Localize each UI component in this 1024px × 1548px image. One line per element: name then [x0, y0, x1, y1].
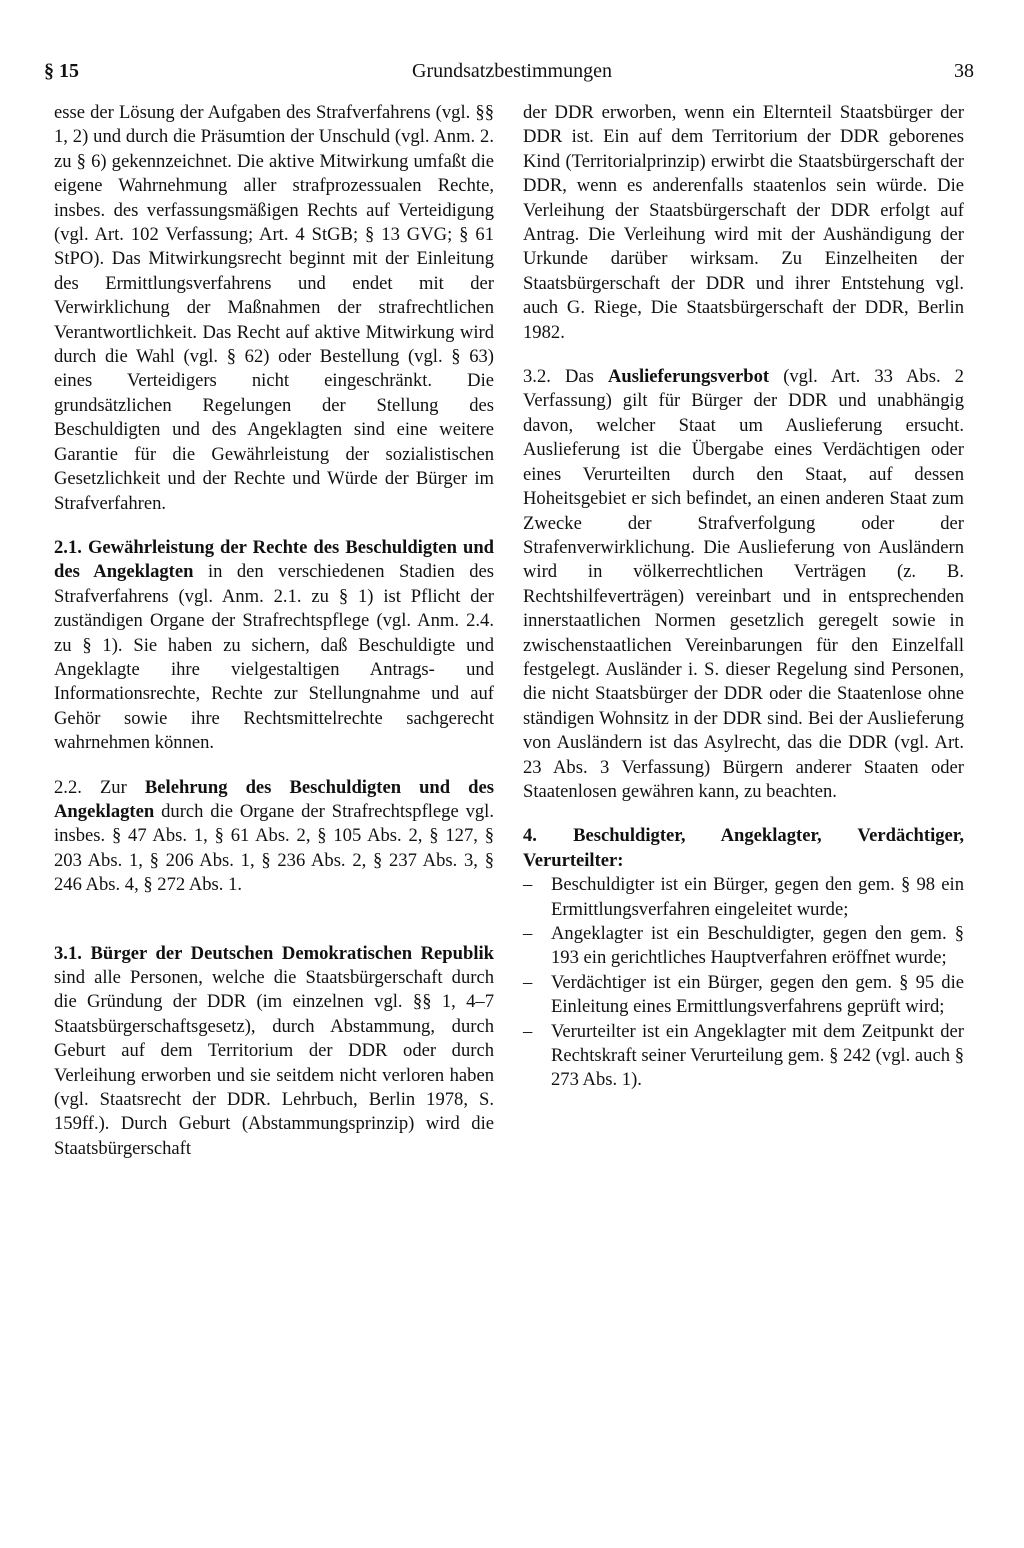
section-2-2-text: durch die Organe der Strafrechtspflege vgl. insbes. § 47 Abs. 1, § 61 Abs. 2, § 105 Abs. 2, § 127, § 203 Abs. 1, § 206 Abs. 1, § 236 Abs. 2, § 237 Abs. 3, § 246 Abs. 4, § 272 Abs. 1.	[54, 800, 494, 896]
list-item: – Angeklagter ist ein Beschuldigter, gegen den gem. § 193 ein gerichtliches Hauptverfahren eröffnet wurde;	[523, 922, 964, 971]
section-3-2-number: 3.2.	[523, 366, 551, 388]
section-3-2-lead: Das	[564, 366, 594, 388]
left-column	[54, 101, 494, 1161]
section-3-1-heading: Bürger der Deutschen Demokratischen Republik	[90, 942, 495, 964]
list-item: – Beschuldigter ist ein Bürger, gegen den gem. § 98 ein Ermittlungsverfahren eingeleitet wurde;	[523, 873, 964, 922]
section-2-1-heading: Gewährleistung der Rechte des Beschuldigten und des Angeklagten	[54, 536, 494, 583]
section-3-1-text: sind alle Personen, welche die Staatsbürgerschaft durch die Gründung der DDR (im einzelnen vgl. §§ 1, 4–7 Staatsbürgerschaftsgesetz), durch Abstammung, durch Geburt auf dem Territorium der DDR oder durch Verleihung erworben und sie seitdem nicht verloren haben (vgl. Staatsrecht der DDR. Lehrbuch, Berlin 1978, S. 159ff.). Durch Geburt (Abstammungsprinzip) wird die Staatsbürgerschaft	[54, 967, 494, 1159]
section-3-2-heading: Auslieferungsverbot	[607, 366, 770, 388]
section-3-1	[54, 942, 494, 1162]
definition-list	[523, 873, 964, 1093]
section-3-2	[523, 365, 964, 804]
section-2-1-text: in den verschiedenen Stadien des Strafverfahrens (vgl. Anm. 2.1. zu § 1) ist Pflicht der zuständigen Organe der Strafrechtspflege (vgl. Anm. 2.4. zu § 1). Sie haben zu sichern, daß Beschuldigte und Angeklagte ihre vielgestaltigen Antrags- und Informationsrechte, Rechte zur Stellungnahme und auf Gehör sowie ihre Rechtsmittelrechte sachgerecht wahrnehmen können.	[54, 561, 494, 754]
running-header-title: Grundsatzbestimmungen	[412, 60, 612, 82]
paragraph-intro-continued: esse der Lösung der Aufgaben des Strafverfahrens (vgl. §§ 1, 2) und durch die Präsumtion der Unschuld (vgl. Anm. 2. zu § 6) gekennzeichnet. Die aktive Mitwirkung umfaßt die eigene Wahrnehmung aller strafprozessualen Rechte, insbes. des verfassungsmäßigen Rechts auf Verteidigung (vgl. Art. 102 Verfassung; Art. 4 StGB; § 13 GVG; § 61 StPO). Das Mitwirkungsrecht beginnt mit der Einleitung des Ermittlungsverfahrens und endet mit der Verwirklichung der Maßnahmen der strafrechtlichen Verantwortlichkeit. Das Recht auf aktive Mitwirkung wird durch die Wahl (vgl. § 62) oder Bestellung (vgl. § 63) eines Verteidigers nicht eingeschränkt. Die grundsätzlichen Regelungen der Stellung des Beschuldigten und des Angeklagten sind eine weitere Garantie für die Gewährleistung der sozialistischen Gesetzlichkeit und der Rechte und Würde der Bürger im Strafverfahren.	[54, 102, 494, 514]
section-3-1-number: 3.1.	[54, 942, 82, 964]
section-marker: § 15	[44, 60, 79, 82]
section-4-heading: 4. Beschuldigter, Angeklagter, Verdächtiger, Verurteilter:	[523, 825, 964, 871]
paragraph-3-1-continued: der DDR erworben, wenn ein Elternteil Staatsbürger der DDR ist. Ein auf dem Territorium der DDR geborenes Kind (Territorialprinzip) erwirbt die Staatsbürgerschaft der DDR, wenn es anderenfalls staatenlos sein würde. Die Verleihung der Staatsbürgerschaft der DDR erfolgt auf Antrag. Die Verleihung wird mit der Aushändigung der Urkunde darüber wirksam. Zu Einzelheiten der Staatsbürgerschaft der DDR und ihrer Entstehung vgl. auch G. Riege, Die Staatsbürgerschaft der DDR, Berlin 1982.	[523, 102, 964, 343]
section-2-2	[54, 776, 494, 898]
right-column	[523, 101, 964, 1093]
section-2-2-number: 2.2.	[54, 776, 82, 798]
list-item: – Verurteilter ist ein Angeklagter mit dem Zeitpunkt der Rechtskraft seiner Verurteilung gem. § 242 (vgl. auch § 273 Abs. 1).	[523, 1020, 964, 1093]
section-2-2-heading: Belehrung des Beschuldigten und des Angeklagten	[54, 776, 494, 822]
section-2-1	[54, 536, 494, 756]
section-2-2-lead: Zur	[99, 776, 127, 798]
list-item: – Verdächtiger ist ein Bürger, gegen den gem. § 95 die Einleitung eines Ermittlungsverfahrens geprüft wird;	[523, 971, 964, 1020]
section-3-2-text: (vgl. Art. 33 Abs. 2 Verfassung) gilt für Bürger der DDR und unabhängig davon, welcher Staat um Auslieferung ersucht. Auslieferung ist die Übergabe eines Verdächtigen oder eines Verurteilten durch den Staat, auf dessen Hoheitsgebiet er sich befindet, an einen anderen Staat zum Zwecke der Strafverfolgung oder der Strafenverwirklichung. Die Auslieferung von Ausländern wird in völkerrechtlichen Verträgen (z. B. Rechtshilfeverträgen) vereinbart und in entsprechenden innerstaatlichen Normen gesetzlich geregelt sowie in zwischenstaatlichen Vereinbarungen für den Einzelfall festgelegt. Ausländer i. S. dieser Regelung sind Personen, die nicht Staatsbürger der DDR oder die Staatenlose ohne ständigen Wohnsitz in der DDR sind. Bei der Auslieferung von Ausländern ist das Asylrecht, das die DDR (vgl. Art. 23 Abs. 3 Verfassung) Bürgern anderer Staaten oder Staatenlosen gewähren kann, zu beachten.	[523, 366, 964, 802]
section-2-1-number: 2.1.	[54, 536, 82, 558]
page-number: 38	[954, 60, 974, 82]
